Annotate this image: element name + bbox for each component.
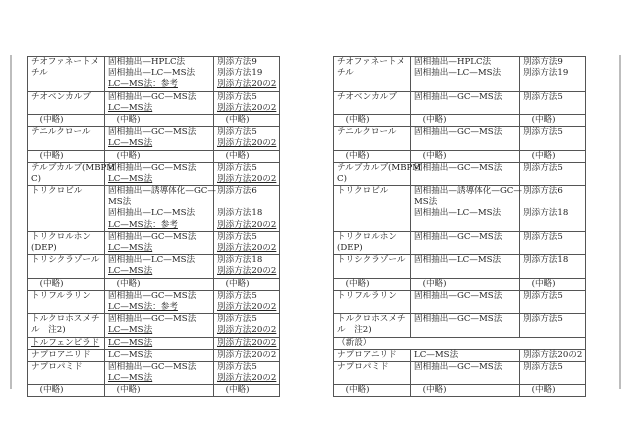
cell-line: (中略): [337, 114, 370, 125]
table-row: [28, 278, 280, 290]
method-cell: [411, 91, 520, 114]
table-row: [28, 162, 280, 185]
cell-line: 別添方法5: [217, 361, 257, 372]
cell-line: 固相抽出—GC—MS法: [108, 314, 197, 325]
cell-line: トリクロルホン: [31, 231, 91, 242]
compound-cell: [28, 162, 116, 185]
table-row: [28, 186, 280, 232]
cell-line: 固相抽出—誘導体化—GC—: [414, 186, 522, 197]
method-cell: [105, 150, 214, 162]
cell-line: (中略): [414, 150, 447, 161]
cell-line: 別添方法5: [523, 162, 563, 173]
revised-method-table: [27, 56, 280, 397]
method-cell: [411, 186, 520, 232]
reference-cell: [214, 349, 280, 361]
cell-line: LC—MS法: [108, 349, 153, 360]
method-cell: [105, 57, 214, 92]
cell-line: 別添方法18: [217, 208, 263, 219]
cell-line: 固相抽出—GC—MS法: [414, 361, 503, 372]
cell-line: 別添方法5: [523, 231, 563, 242]
table-row: [334, 162, 586, 185]
cell-line: 別添方法19: [217, 68, 263, 79]
cell-line: トリクロビル: [337, 186, 389, 197]
cell-line: LC—MS法: [108, 243, 153, 253]
cell-line: C): [31, 173, 41, 184]
cell-line: LC—MS法: [108, 102, 153, 113]
cell-line: ナプロアニリド: [31, 349, 91, 360]
table-row: [28, 349, 280, 361]
cell-line: トリクロルホン: [337, 231, 397, 242]
cell-line: 固相抽出—LC—MS法: [108, 208, 196, 219]
cell-line: 別添方法20の2: [217, 373, 277, 384]
reference-cell: [520, 361, 586, 384]
reference-cell: [214, 162, 280, 185]
method-cell: [411, 231, 520, 254]
compound-cell: [334, 162, 422, 185]
table-row: [334, 361, 586, 384]
cell-line: LC—MS法: [108, 373, 153, 384]
cell-line: 別添方法5: [217, 162, 257, 173]
cell-line: チオファネートメ: [337, 57, 406, 67]
cell-line: 固相抽出—HPLC法: [108, 57, 186, 67]
cell-line: 別添方法6: [523, 186, 563, 197]
cell-line: トルクロホスメチ: [337, 314, 406, 325]
cell-line: チオベンカルブ: [337, 91, 397, 102]
reference-cell: [520, 186, 586, 232]
method-cell: [105, 385, 214, 397]
table-row: [334, 186, 586, 232]
cell-line: (DEP): [337, 243, 363, 253]
cell-line: MS法: [108, 197, 132, 208]
reference-cell: [520, 127, 586, 150]
method-cell: [105, 255, 214, 278]
compound-cell: [334, 231, 411, 254]
cell-line: 別添方法5: [217, 127, 257, 138]
reference-cell: [214, 150, 280, 162]
cell-line: 別添方法5: [523, 314, 563, 325]
compound-cell: [334, 290, 411, 313]
compound-cell: [334, 127, 411, 150]
cell-line: 別添方法20の2: [217, 102, 277, 113]
reference-cell: [520, 255, 586, 278]
cell-line: LC—MS法：参考: [108, 79, 178, 90]
cell-line: トリシクラゾール: [31, 255, 100, 266]
cell-line: 固相抽出—誘導体化—GC—: [108, 186, 216, 197]
cell-line: LC—MS法: [108, 325, 153, 336]
reference-cell: [214, 91, 280, 114]
cell-line: (中略): [108, 150, 141, 161]
method-cell: [411, 278, 520, 290]
cell-line: 別添方法18: [217, 255, 263, 266]
cell-line: 固相抽出—GC—MS法: [108, 162, 197, 173]
method-cell: [411, 114, 520, 126]
cell-line: 固相抽出—GC—MS法: [108, 290, 197, 301]
cell-line: 別添方法5: [523, 91, 563, 102]
compound-cell: [28, 337, 105, 349]
cell-line: トリフルラリン: [31, 290, 91, 301]
cell-line: 固相抽出—LC—MS法: [108, 68, 196, 79]
current-method-table: [333, 56, 586, 397]
table-row: [28, 91, 280, 114]
cell-line: LC—MS法: [108, 337, 153, 348]
reference-cell: [214, 278, 280, 290]
cell-line: 別添方法9: [217, 57, 257, 67]
reference-cell: [520, 385, 586, 397]
compound-cell: [28, 255, 105, 278]
reference-cell: [214, 57, 280, 92]
cell-line: 固相抽出—LC—MS法: [414, 208, 502, 219]
cell-line: (中略): [217, 150, 250, 161]
cell-line: (中略): [108, 385, 141, 396]
left-margin-bar: [10, 55, 12, 389]
method-cell: [105, 337, 214, 349]
table-row: [334, 278, 586, 290]
cell-line: 別添方法5: [523, 127, 563, 138]
cell-line: LC—MS法：参考: [108, 301, 178, 312]
cell-line: (中略): [217, 278, 250, 289]
cell-line: トルクロホスメチ: [31, 314, 100, 325]
method-cell: [411, 290, 520, 313]
reference-cell: [214, 361, 280, 384]
cell-line: ナプロアニリド: [337, 349, 397, 360]
reference-cell: [520, 349, 586, 361]
new-entry-cell: [334, 337, 586, 349]
cell-line: (中略): [523, 278, 556, 289]
cell-line: (中略): [337, 150, 370, 161]
cell-line: 別添方法5: [217, 290, 257, 301]
table-row: [28, 314, 280, 337]
table-row: [28, 150, 280, 162]
compound-cell: [28, 57, 105, 92]
compound-cell: [334, 114, 411, 126]
compound-cell: [28, 114, 105, 126]
cell-line: ル 注2): [31, 325, 66, 336]
cell-line: (中略): [31, 150, 64, 161]
cell-line: (中略): [414, 385, 447, 396]
cell-line: C): [337, 173, 347, 184]
cell-line: 別添方法5: [217, 91, 257, 102]
method-cell: [105, 290, 214, 313]
cell-line: テニルクロール: [337, 127, 397, 138]
cell-line: トリクロビル: [31, 186, 83, 197]
table-row: [334, 337, 586, 349]
method-cell: [105, 349, 214, 361]
cell-line: 固相抽出—GC—MS法: [108, 127, 197, 138]
table-row: [334, 314, 586, 337]
cell-line: 別添方法5: [523, 361, 563, 372]
reference-cell: [520, 91, 586, 114]
cell-line: 固相抽出—GC—MS法: [414, 290, 503, 301]
method-cell: [411, 314, 520, 337]
compound-cell: [334, 314, 411, 337]
compound-cell: [334, 361, 411, 384]
right-margin-bar: [619, 55, 621, 389]
method-cell: [105, 278, 214, 290]
cell-line: 固相抽出—HPLC法: [414, 57, 492, 67]
cell-line: 別添方法20の2: [217, 266, 277, 277]
reference-cell: [214, 127, 280, 150]
compound-cell: [334, 91, 411, 114]
compound-cell: [334, 150, 411, 162]
reference-cell: [214, 186, 280, 232]
cell-line: 別添方法18: [523, 255, 569, 266]
reference-cell: [520, 314, 586, 337]
cell-line: LC—MS法: [108, 266, 153, 277]
cell-line: テルブカルブ(MBPM: [337, 162, 422, 173]
method-cell: [105, 186, 214, 232]
table-row: [334, 231, 586, 254]
table-row: [28, 231, 280, 254]
method-cell: [105, 231, 214, 254]
cell-line: (DEP): [31, 243, 57, 253]
cell-line: (中略): [523, 114, 556, 125]
cell-line: ナプロパミド: [31, 361, 83, 372]
table-row: [334, 290, 586, 313]
cell-line: (中略): [217, 114, 250, 125]
cell-line: テルブカルブ(MBPM: [31, 162, 116, 173]
cell-line: トリシクラゾール: [337, 255, 406, 266]
method-cell: [411, 57, 520, 92]
reference-cell: [520, 162, 586, 185]
cell-line: 別添方法20の2: [217, 173, 277, 184]
cell-line: 固相抽出—GC—MS法: [108, 91, 197, 102]
compound-cell: [334, 385, 411, 397]
table-row: [334, 150, 586, 162]
reference-cell: [520, 231, 586, 254]
compound-cell: [28, 231, 105, 254]
method-cell: [105, 162, 214, 185]
compound-cell: [28, 150, 105, 162]
cell-line: 別添方法20の2: [217, 138, 277, 149]
compound-cell: [28, 290, 105, 313]
cell-line: トリフルラリン: [337, 290, 397, 301]
table-row: [28, 255, 280, 278]
method-cell: [411, 162, 520, 185]
method-cell: [411, 150, 520, 162]
cell-line: (中略): [31, 385, 64, 396]
cell-line: LC—MS法: [108, 173, 153, 184]
table-row: [334, 91, 586, 114]
compound-cell: [28, 278, 105, 290]
cell-line: (中略): [337, 278, 370, 289]
reference-cell: [520, 150, 586, 162]
cell-line: LC—MS法: [414, 349, 459, 360]
cell-line: (中略): [414, 114, 447, 125]
table-row: [334, 127, 586, 150]
table-row: [28, 290, 280, 313]
cell-line: 別添方法19: [523, 68, 569, 79]
cell-line: 固相抽出—GC—MS法: [414, 314, 503, 325]
compound-cell: [28, 127, 105, 150]
reference-cell: [214, 114, 280, 126]
cell-line: 固相抽出—GC—MS法: [414, 127, 503, 138]
cell-line: (中略): [31, 278, 64, 289]
cell-line: 別添方法5: [217, 231, 257, 242]
compound-cell: [334, 255, 411, 278]
table-row: [28, 337, 280, 349]
table-row: [334, 114, 586, 126]
cell-line: 固相抽出—LC—MS法: [414, 255, 502, 266]
cell-line: 固相抽出—GC—MS法: [414, 231, 503, 242]
cell-line: 別添方法20の2: [217, 79, 277, 90]
cell-line: ナプロパミド: [337, 361, 389, 372]
compound-cell: [334, 57, 411, 92]
compound-cell: [28, 361, 105, 384]
compound-cell: [28, 385, 105, 397]
cell-line: チオファネートメ: [31, 57, 100, 67]
compound-cell: [28, 349, 105, 361]
cell-line: （新設）: [337, 337, 372, 348]
cell-line: 別添方法20の2: [523, 349, 583, 360]
cell-line: 固相抽出—GC—MS法: [414, 91, 503, 102]
cell-line: 別添方法20の2: [217, 219, 277, 230]
method-cell: [411, 349, 520, 361]
cell-line: 別添方法20の2: [217, 243, 277, 253]
cell-line: (中略): [523, 150, 556, 161]
cell-line: 別添方法20の2: [217, 349, 277, 360]
cell-line: 別添方法20の2: [217, 325, 277, 336]
cell-line: 別添方法6: [217, 186, 257, 197]
compound-cell: [28, 91, 105, 114]
reference-cell: [520, 278, 586, 290]
cell-line: LC—MS法：参考: [108, 219, 178, 230]
compound-cell: [334, 278, 411, 290]
cell-line: 別添方法5: [217, 314, 257, 325]
cell-line: チル: [31, 68, 48, 79]
cell-line: 固相抽出—GC—MS法: [414, 162, 503, 173]
cell-line: 別添方法20の2: [217, 301, 277, 312]
cell-line: (中略): [337, 385, 370, 396]
cell-line: ル 注2): [337, 325, 372, 336]
reference-cell: [520, 290, 586, 313]
cell-line: (中略): [217, 385, 250, 396]
cell-line: チオベンカルブ: [31, 91, 91, 102]
reference-cell: [214, 385, 280, 397]
table-row: [334, 57, 586, 92]
table-row: [334, 255, 586, 278]
method-cell: [105, 114, 214, 126]
compound-cell: [28, 186, 105, 232]
compound-cell: [28, 314, 105, 337]
reference-cell: [520, 114, 586, 126]
method-cell: [105, 127, 214, 150]
cell-line: 別添方法9: [523, 57, 563, 67]
cell-line: MS法: [414, 197, 438, 208]
cell-line: 固相抽出—GC—MS法: [108, 361, 197, 372]
reference-cell: [214, 337, 280, 349]
cell-line: (中略): [108, 114, 141, 125]
method-cell: [411, 361, 520, 384]
cell-line: (中略): [414, 278, 447, 289]
cell-line: (中略): [523, 385, 556, 396]
cell-line: 固相抽出—LC—MS法: [108, 255, 196, 266]
cell-line: 別添方法20の2: [217, 337, 277, 348]
reference-cell: [520, 57, 586, 92]
method-cell: [105, 361, 214, 384]
table-row: [334, 385, 586, 397]
method-cell: [105, 91, 214, 114]
reference-cell: [214, 231, 280, 254]
method-cell: [411, 255, 520, 278]
table-row: [334, 349, 586, 361]
method-cell: [411, 127, 520, 150]
method-cell: [411, 385, 520, 397]
table-row: [28, 127, 280, 150]
method-cell: [105, 314, 214, 337]
compound-cell: [334, 186, 411, 232]
cell-line: 別添方法18: [523, 208, 569, 219]
table-row: [28, 385, 280, 397]
cell-line: 固相抽出—LC—MS法: [414, 68, 502, 79]
cell-line: テニルクロール: [31, 127, 91, 138]
reference-cell: [214, 290, 280, 313]
cell-line: トルフェンピラド: [31, 337, 100, 348]
cell-line: 固相抽出—GC—MS法: [108, 231, 197, 242]
cell-line: (中略): [31, 114, 64, 125]
table-row: [28, 361, 280, 384]
cell-line: 別添方法5: [523, 290, 563, 301]
table-row: [28, 57, 280, 92]
cell-line: (中略): [108, 278, 141, 289]
reference-cell: [214, 314, 280, 337]
compound-cell: [334, 349, 411, 361]
table-row: [28, 114, 280, 126]
cell-line: チル: [337, 68, 354, 79]
reference-cell: [214, 255, 280, 278]
cell-line: LC—MS法: [108, 138, 153, 149]
